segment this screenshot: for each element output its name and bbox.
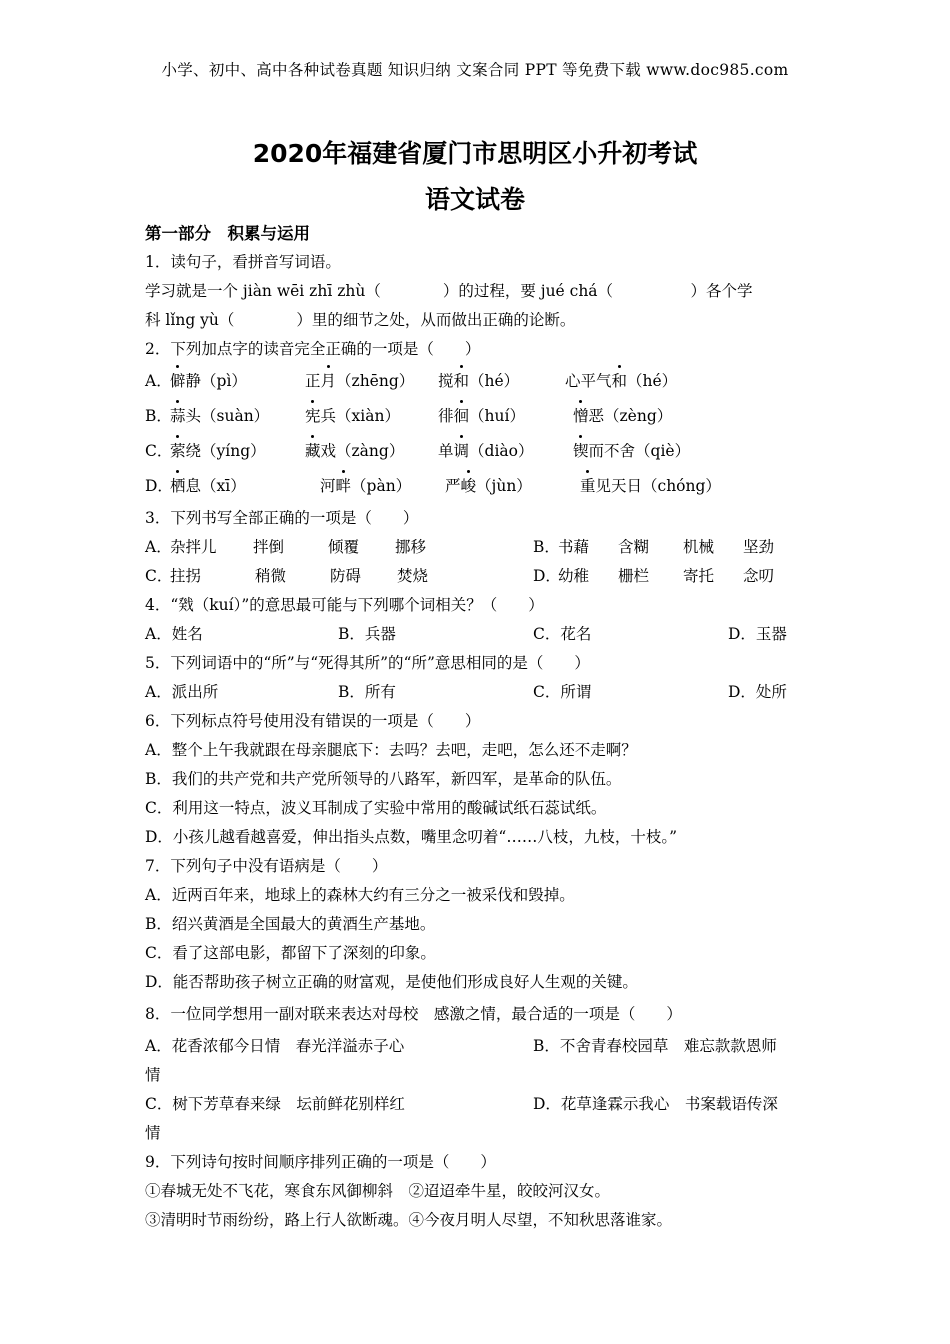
option-wrap: 情 (145, 1124, 161, 1142)
option-letter: A． (145, 538, 172, 556)
option-letter: D． (145, 477, 173, 495)
q2-option-row (145, 399, 805, 434)
option: D．玉器 (728, 625, 787, 643)
option: C．利用这一特点，波义耳制成了实验中常用的酸碱试纸石蕊试纸。 (145, 799, 607, 817)
option: B．绍兴黄酒是全国最大的黄酒生产基地。 (145, 915, 436, 933)
q2-options (145, 364, 805, 504)
q5-stem: 5．下列词语中的“所”与“死得其所”的“所”意思相同的是（ ） (145, 654, 590, 672)
q1-text-line1: 学习就是一个 jiàn wēi zhī zhù（ ）的过程，要 jué chá（ ）各个学 (145, 282, 753, 300)
q4-stem: 4．“戣（kuí）”的意思最可能与下列哪个词相关？（ ） (145, 596, 544, 614)
q3-stem: 3．下列书写全部正确的一项是（ ） (145, 509, 419, 527)
option-item: 单调（diào） (438, 434, 533, 469)
option-letter: B． (533, 538, 560, 556)
q9-poem-line1: ①春城无处不飞花，寒食东风御柳斜 ②迢迢牵牛星，皎皎河汉女。 (145, 1182, 611, 1200)
q8-option-row (145, 1090, 805, 1119)
option-word: 稍微 (255, 567, 287, 585)
option-word: 焚烧 (397, 567, 429, 585)
option-word: 寄托 (683, 567, 715, 585)
option-word: 幼稚 (558, 567, 590, 585)
option-item: 萦绕（yíng） (170, 434, 266, 469)
exam-title: 2020年福建省厦门市思明区小升初考试 (252, 139, 698, 168)
option-word: 念叨 (743, 567, 775, 585)
option-letter: C． (145, 567, 173, 585)
option-item: 憎恶（zèng） (573, 399, 672, 434)
q3-option-row (145, 562, 805, 591)
option-item: 锲而不舍（qiè） (573, 434, 690, 469)
option-item: 藏戏（zàng） (305, 434, 404, 469)
q2-stem: 2．下列加点字的读音完全正确的一项是（ ） (145, 340, 481, 358)
exam-subtitle: 语文试卷 (424, 185, 525, 214)
option-item: 搅和（hé） (438, 364, 519, 399)
exam-body (145, 220, 805, 1235)
q5-options (145, 678, 805, 707)
option: D．花草逢霖示我心 书案载语传深 (533, 1095, 778, 1113)
option-item: 宪兵（xiàn） (305, 399, 400, 434)
option-item: 严峻（jùn） (445, 469, 532, 504)
option-word: 倾覆 (328, 538, 360, 556)
option: A．花香浓郁今日情 春光洋溢赤子心 (145, 1037, 405, 1055)
option-item: 僻静（pì） (170, 364, 247, 399)
option: D．处所 (728, 683, 787, 701)
option-letter: C． (145, 442, 173, 460)
q4-options (145, 620, 805, 649)
option-word: 拌倒 (253, 538, 285, 556)
q9-stem: 9．下列诗句按时间顺序排列正确的一项是（ ） (145, 1153, 496, 1171)
option-wrap: 情 (145, 1066, 161, 1084)
option-item: 重见天日（chóng） (580, 469, 721, 504)
option-item: 正月（zhēng） (305, 364, 414, 399)
q1-text-line2: 科 lǐng yù（ ）里的细节之处，从而做出正确的论断。 (145, 311, 576, 329)
option: A．整个上午我就跟在母亲腿底下：去吗？去吧，走吧，怎么还不走啊？ (145, 741, 637, 759)
option: B．所有 (338, 683, 396, 701)
option: C．所谓 (533, 683, 592, 701)
option: B．不舍青春校园草 难忘款款恩师 (533, 1037, 777, 1055)
option: C．树下芳草春来绿 坛前鲜花别样红 (145, 1095, 405, 1113)
option-letter: D． (533, 567, 561, 585)
q3-option-row (145, 533, 805, 562)
option: C．看了这部电影，都留下了深刻的印象。 (145, 944, 436, 962)
q6-stem: 6．下列标点符号使用没有错误的一项是（ ） (145, 712, 481, 730)
q8-option-row (145, 1032, 805, 1061)
option: A．姓名 (145, 625, 203, 643)
option-word: 挪移 (395, 538, 427, 556)
option: B．我们的共产党和共产党所领导的八路军，新四军，是革命的队伍。 (145, 770, 622, 788)
option-word: 机械 (683, 538, 715, 556)
option-word: 防碍 (330, 567, 362, 585)
option-word: 杂拌儿 (170, 538, 217, 556)
page-header: 小学、初中、高中各种试卷真题 知识归纳 文案合同 PPT 等免费下载 www.doc985.com (161, 61, 789, 79)
option-word: 拄拐 (170, 567, 202, 585)
option-word: 坚劲 (743, 538, 775, 556)
option-word: 书藉 (558, 538, 590, 556)
q1-stem: 1．读句子，看拼音写词语。 (145, 253, 341, 271)
q2-option-row (145, 469, 805, 504)
option: A．派出所 (145, 683, 219, 701)
q2-option-row (145, 434, 805, 469)
option-word: 栅栏 (618, 567, 650, 585)
q7-stem: 7．下列句子中没有语病是（ ） (145, 857, 388, 875)
option: A．近两百年来，地球上的森林大约有三分之一被采伐和毁掉。 (145, 886, 575, 904)
option-item: 徘徊（huí） (438, 399, 525, 434)
option-letter: A． (145, 372, 172, 390)
option-letter: B． (145, 407, 172, 425)
q2-option-row (145, 364, 805, 399)
option-item: 蒜头（suàn） (170, 399, 269, 434)
option: B．兵器 (338, 625, 396, 643)
option-item: 栖息（xī） (170, 469, 246, 504)
q9-poem-line2: ③清明时节雨纷纷，路上行人欲断魂。④今夜月明人尽望，不知秋思落谁家。 (145, 1211, 673, 1229)
option: D．小孩儿越看越喜爱，伸出指头点数，嘴里念叨着“……八枝，九枝，十枝。” (145, 828, 678, 846)
option: D．能否帮助孩子树立正确的财富观，是使他们形成良好人生观的关键。 (145, 973, 638, 991)
option-word: 含糊 (618, 538, 650, 556)
option-item: 河畔（pàn） (320, 469, 411, 504)
section-heading: 第一部分 积累与运用 (145, 224, 310, 243)
option-item: 心平气和（hé） (565, 364, 677, 399)
q8-stem: 8．一位同学想用一副对联来表达对母校 感激之情，最合适的一项是（ ） (145, 1005, 682, 1023)
option: C．花名 (533, 625, 592, 643)
